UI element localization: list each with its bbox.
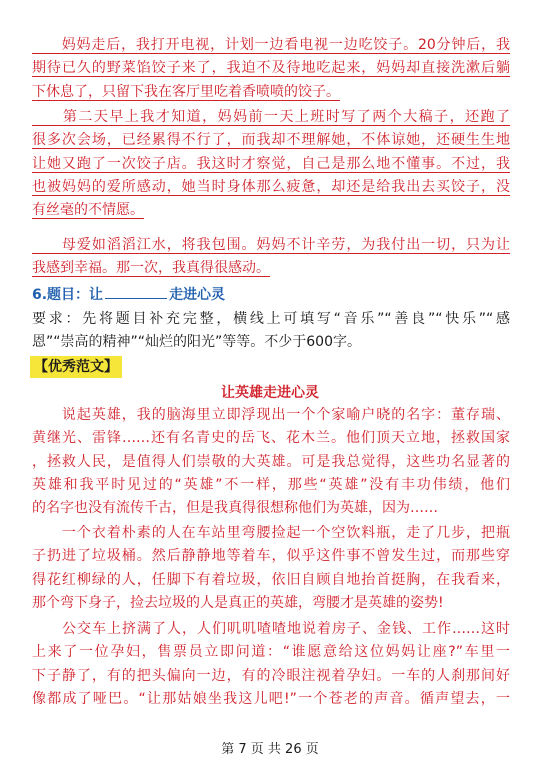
text-line: 有丝毫的不情愿。 <box>32 202 144 219</box>
text-line: 像都成了哑巴。“让那姑娘坐我这儿吧!”一个苍老的声音。循声望去，一 <box>32 690 510 707</box>
sample-essay-badge: 【优秀范文】 <box>30 356 122 378</box>
text-line: 的名字也没有流传千古，但是我真得很想称他们为英雄，因为…… <box>32 500 438 517</box>
text-line: 黄继光、雷锋……还有名青史的岳飞、花木兰。他们顶天立地，拯救国家 <box>32 430 510 447</box>
paragraph-3 <box>32 234 510 289</box>
page-footer: 第 7 页 共 26 页 <box>221 742 319 757</box>
text-line: 子扔进了垃圾桶。然后静静地等着车，似乎这件事不曾发生过，而那些穿 <box>32 548 510 565</box>
essay-paragraph-2 <box>32 522 510 615</box>
text-line: ，拯救人民，是值得人们崇敬的大英雄。可是我总觉得，这些功名显著的 <box>32 453 510 470</box>
text-line: 妈妈走后，我打开电视，计划一边看电视一边吃饺子。20分钟后，我 <box>32 37 510 53</box>
text-line: 说起英雄，我的脑海里立即浮现出一个个家喻户晓的名字：董存瑞、 <box>32 407 510 423</box>
text-line: 很多次会场，已经累得不行了，而我却不理解她，不体谅她，还硬生生地 <box>32 132 510 149</box>
essay-paragraph-3 <box>32 618 510 711</box>
question-number-title: 6.题目：让 <box>32 287 104 303</box>
question-heading <box>32 284 225 306</box>
text-line: 下子静了，有的把头偏向一边，有的冷眼注视着孕妇。一车的人刹那间好 <box>32 667 510 684</box>
text-line: 期待已久的野菜馅饺子来了，我迫不及待地吃起来，妈妈却直接洗漱后躺 <box>32 60 510 77</box>
essay-title: 让英雄走进心灵 <box>221 385 319 401</box>
text-line: 第二天早上我才知道，妈妈前一天上班时写了两个大稿子，还跑了 <box>32 109 510 125</box>
text-line: 英雄和我平时见过的“英雄”不一样，那些“英雄”没有丰功伟绩，他们 <box>32 476 510 493</box>
text-line: 母爱如滔滔江水，将我包围。妈妈不计辛劳，为我付出一切，只为让 <box>32 237 510 253</box>
text-line: 上来了一位孕妇，售票员立即问道：“谁愿意给这位妈妈让座?”车里一 <box>32 644 510 661</box>
text-line: 公交车上挤满了人，人们叽叽喳喳地说着房子、金钱、工作……这时 <box>32 621 510 637</box>
text-line: 一个衣着朴素的人在车站里弯腰捡起一个空饮料瓶，走了几步，把瓶 <box>32 525 510 541</box>
requirement <box>32 308 510 355</box>
text-line: 让她又跑了一次饺子店。我这时才察觉，自己是那么地不懂事。不过，我 <box>32 155 510 172</box>
paragraph-1 <box>32 34 510 112</box>
text-line: 下休息了，只留下我在客厅里吃着香喷喷的饺子。 <box>32 83 340 100</box>
text-line: 我感到幸福。那一次，我真得很感动。 <box>32 260 270 277</box>
requirement-line: 恩”“崇高的精神”“灿烂的阳光”等等。不少于600字。 <box>32 334 361 351</box>
fill-in-blank <box>105 286 167 299</box>
essay-paragraph-1 <box>32 404 510 520</box>
text-line: 也被妈妈的爱所感动，她当时身体那么疲惫，却还是给我出去买饺子，没 <box>32 178 510 195</box>
text-line: 那个弯下身子，捡去垃圾的人是真正的英雄，弯腰才是英雄的姿势! <box>32 594 444 611</box>
requirement-line: 要求：先将题目补充完整，横线上可填写“音乐”“善良”“快乐”“感 <box>32 311 510 327</box>
question-suffix: 走进心灵 <box>169 287 226 303</box>
text-line: 得花红柳绿的人，任脚下有着垃圾，依旧自顾自地抬首挺胸，在我看来， <box>32 571 510 588</box>
paragraph-2 <box>32 106 510 231</box>
